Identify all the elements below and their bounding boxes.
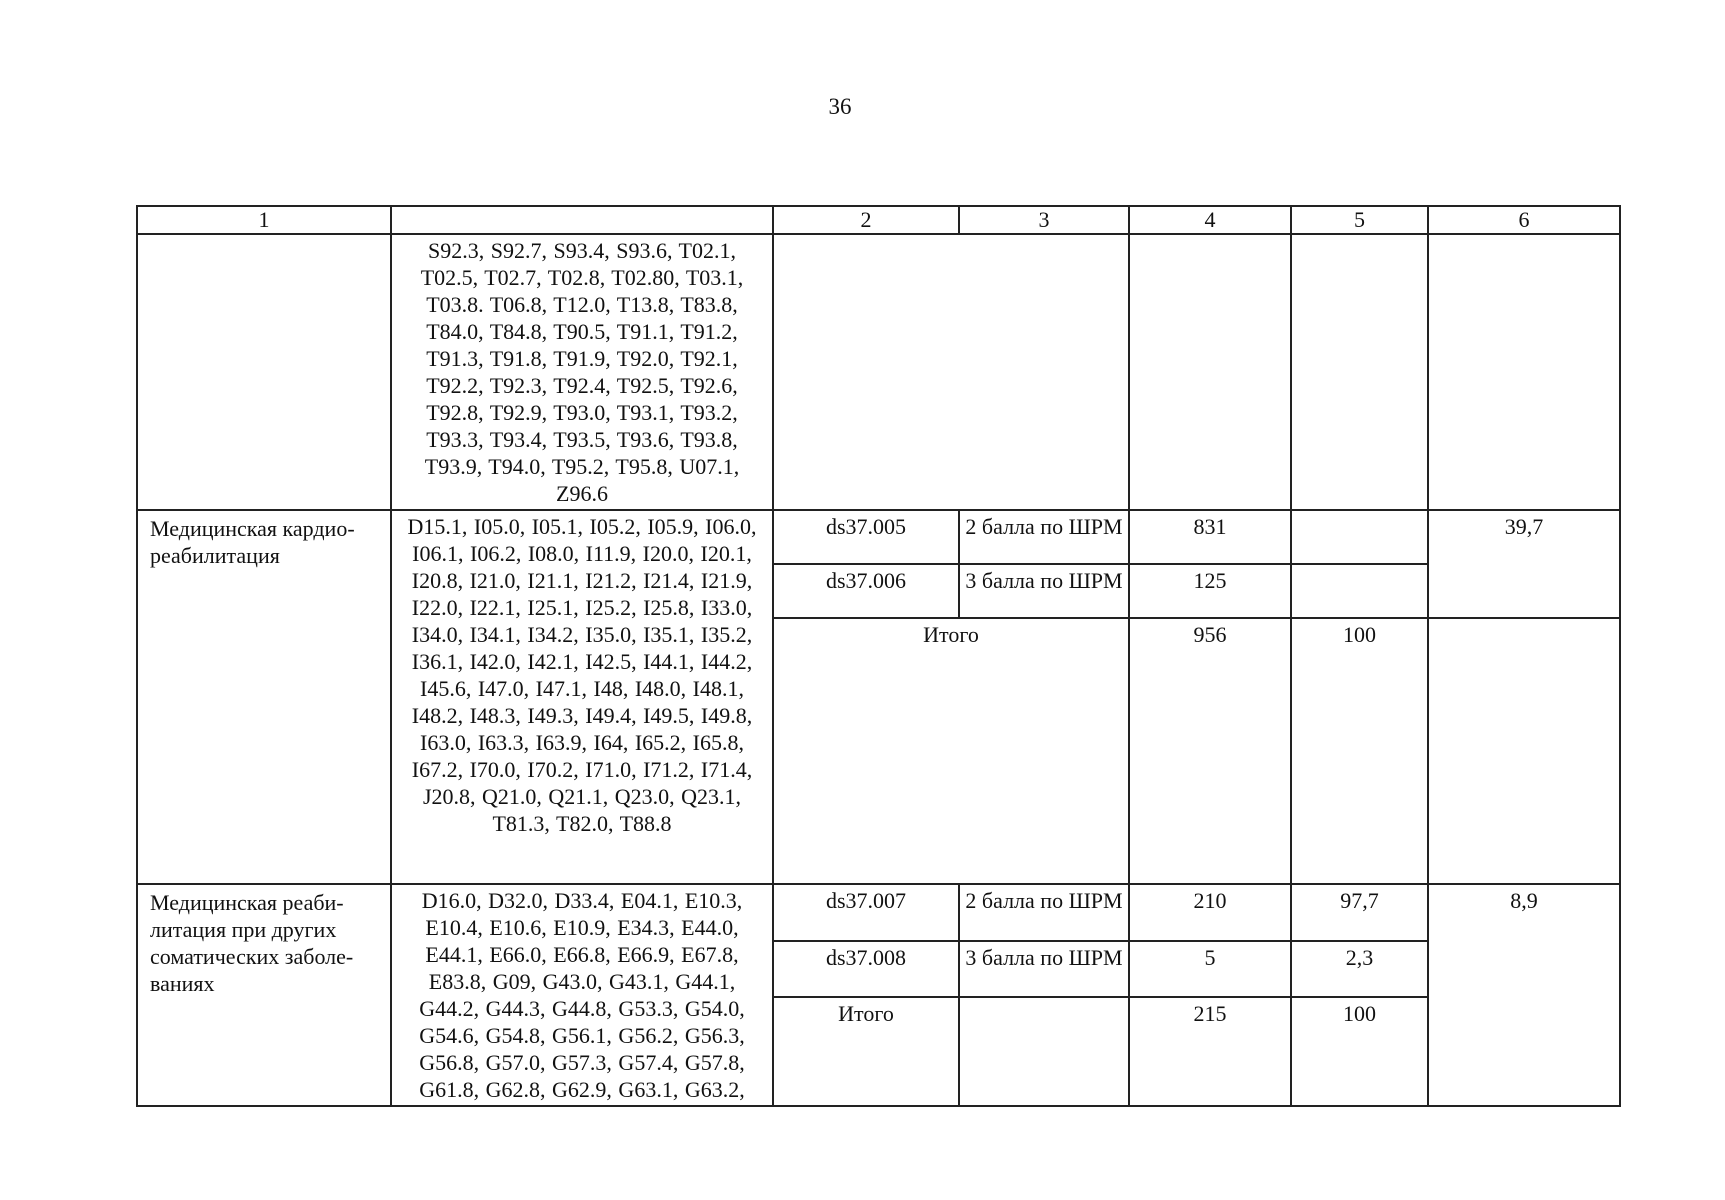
page-number: 36: [828, 94, 852, 119]
continuation-name-cell: [137, 234, 391, 510]
tariff-code: ds37.006: [773, 564, 959, 618]
table-row: [137, 884, 1620, 941]
group-name-somatic: Медицинская реаби-литация при других соматических заболе-ваниях: [137, 884, 391, 1106]
continuation-empty-6: [1428, 234, 1620, 510]
shrm-grade: 2 балла по ШРМ: [959, 884, 1129, 941]
total-percent: 100: [1291, 618, 1428, 884]
shrm-grade: 2 балла по ШРМ: [959, 510, 1129, 564]
continuation-empty-23: [773, 234, 1129, 510]
case-percent: 2,3: [1291, 941, 1428, 998]
total-grade-empty: [959, 997, 1129, 1106]
total-label: Итого: [773, 997, 959, 1106]
continuation-empty-5: [1291, 234, 1428, 510]
group-codes-somatic: D16.0, D32.0, D33.4, E04.1, E10.3, E10.4, E10.6, E10.9, E34.3, E44.0, E44.1, E66.0, E66.8, E66.9, E67.8, E83.8, G09, G43.0, G43.1, G44.1, G44.2, G44.3, G44.8, G53.3, G54.0, G54.6, G54.8, G56.1, G56.2, G56.3, G56.8, G57.0, G57.3, G57.4, G57.8, G61.8, G62.8, G62.9, G63.1, G63.2,: [391, 884, 773, 1106]
case-count: 125: [1129, 564, 1291, 618]
group-share-somatic: 8,9: [1428, 884, 1620, 1106]
table-header-row: [137, 206, 1620, 234]
shrm-grade: 3 балла по ШРМ: [959, 564, 1129, 618]
table-row: [137, 510, 1620, 564]
total-share-empty: [1428, 618, 1620, 884]
header-col-3: 3: [959, 206, 1129, 234]
header-col-4: 4: [1129, 206, 1291, 234]
case-percent: [1291, 510, 1428, 564]
header-col-6: 6: [1428, 206, 1620, 234]
tariff-table: [136, 205, 1621, 1107]
continuation-codes: S92.3, S92.7, S93.4, S93.6, T02.1, T02.5, T02.7, T02.8, T02.80, T03.1, T03.8. T06.8, T12.0, T13.8, T83.8, T84.0, T84.8, T90.5, T91.1, T91.2, T91.3, T91.8, T91.9, T92.0, T92.1, T92.2, T92.3, T92.4, T92.5, T92.6, T92.8, T92.9, T93.0, T93.1, T93.2, T93.3, T93.4, T93.5, T93.6, T93.8, T93.9, T94.0, T95.2, T95.8, U07.1, Z96.6: [391, 234, 773, 510]
case-percent: 97,7: [1291, 884, 1428, 941]
total-count: 956: [1129, 618, 1291, 884]
total-count: 215: [1129, 997, 1291, 1106]
tariff-code: ds37.008: [773, 941, 959, 998]
header-col-codes: [391, 206, 773, 234]
case-count: 831: [1129, 510, 1291, 564]
case-percent: [1291, 564, 1428, 618]
header-col-5: 5: [1291, 206, 1428, 234]
tariff-code: ds37.007: [773, 884, 959, 941]
total-percent: 100: [1291, 997, 1428, 1106]
continuation-empty-4: [1129, 234, 1291, 510]
case-count: 210: [1129, 884, 1291, 941]
header-col-2: 2: [773, 206, 959, 234]
continuation-row: [137, 234, 1620, 510]
tariff-code: ds37.005: [773, 510, 959, 564]
header-col-1: 1: [137, 206, 391, 234]
total-label: Итого: [773, 618, 1129, 884]
group-share-cardio: 39,7: [1428, 510, 1620, 618]
group-name-cardio: Медицинская кардио-реабилитация: [137, 510, 391, 884]
case-count: 5: [1129, 941, 1291, 998]
shrm-grade: 3 балла по ШРМ: [959, 941, 1129, 998]
group-codes-cardio: D15.1, I05.0, I05.1, I05.2, I05.9, I06.0, I06.1, I06.2, I08.0, I11.9, I20.0, I20.1, I20.8, I21.0, I21.1, I21.2, I21.4, I21.9, I22.0, I22.1, I25.1, I25.2, I25.8, I33.0, I34.0, I34.1, I34.2, I35.0, I35.1, I35.2, I36.1, I42.0, I42.1, I42.5, I44.1, I44.2, I45.6, I47.0, I47.1, I48, I48.0, I48.1, I48.2, I48.3, I49.3, I49.4, I49.5, I49.8, I63.0, I63.3, I63.9, I64, I65.2, I65.8, I67.2, I70.0, I70.2, I71.0, I71.2, I71.4, J20.8, Q21.0, Q21.1, Q23.0, Q23.1, T81.3, T82.0, T88.8: [391, 510, 773, 884]
